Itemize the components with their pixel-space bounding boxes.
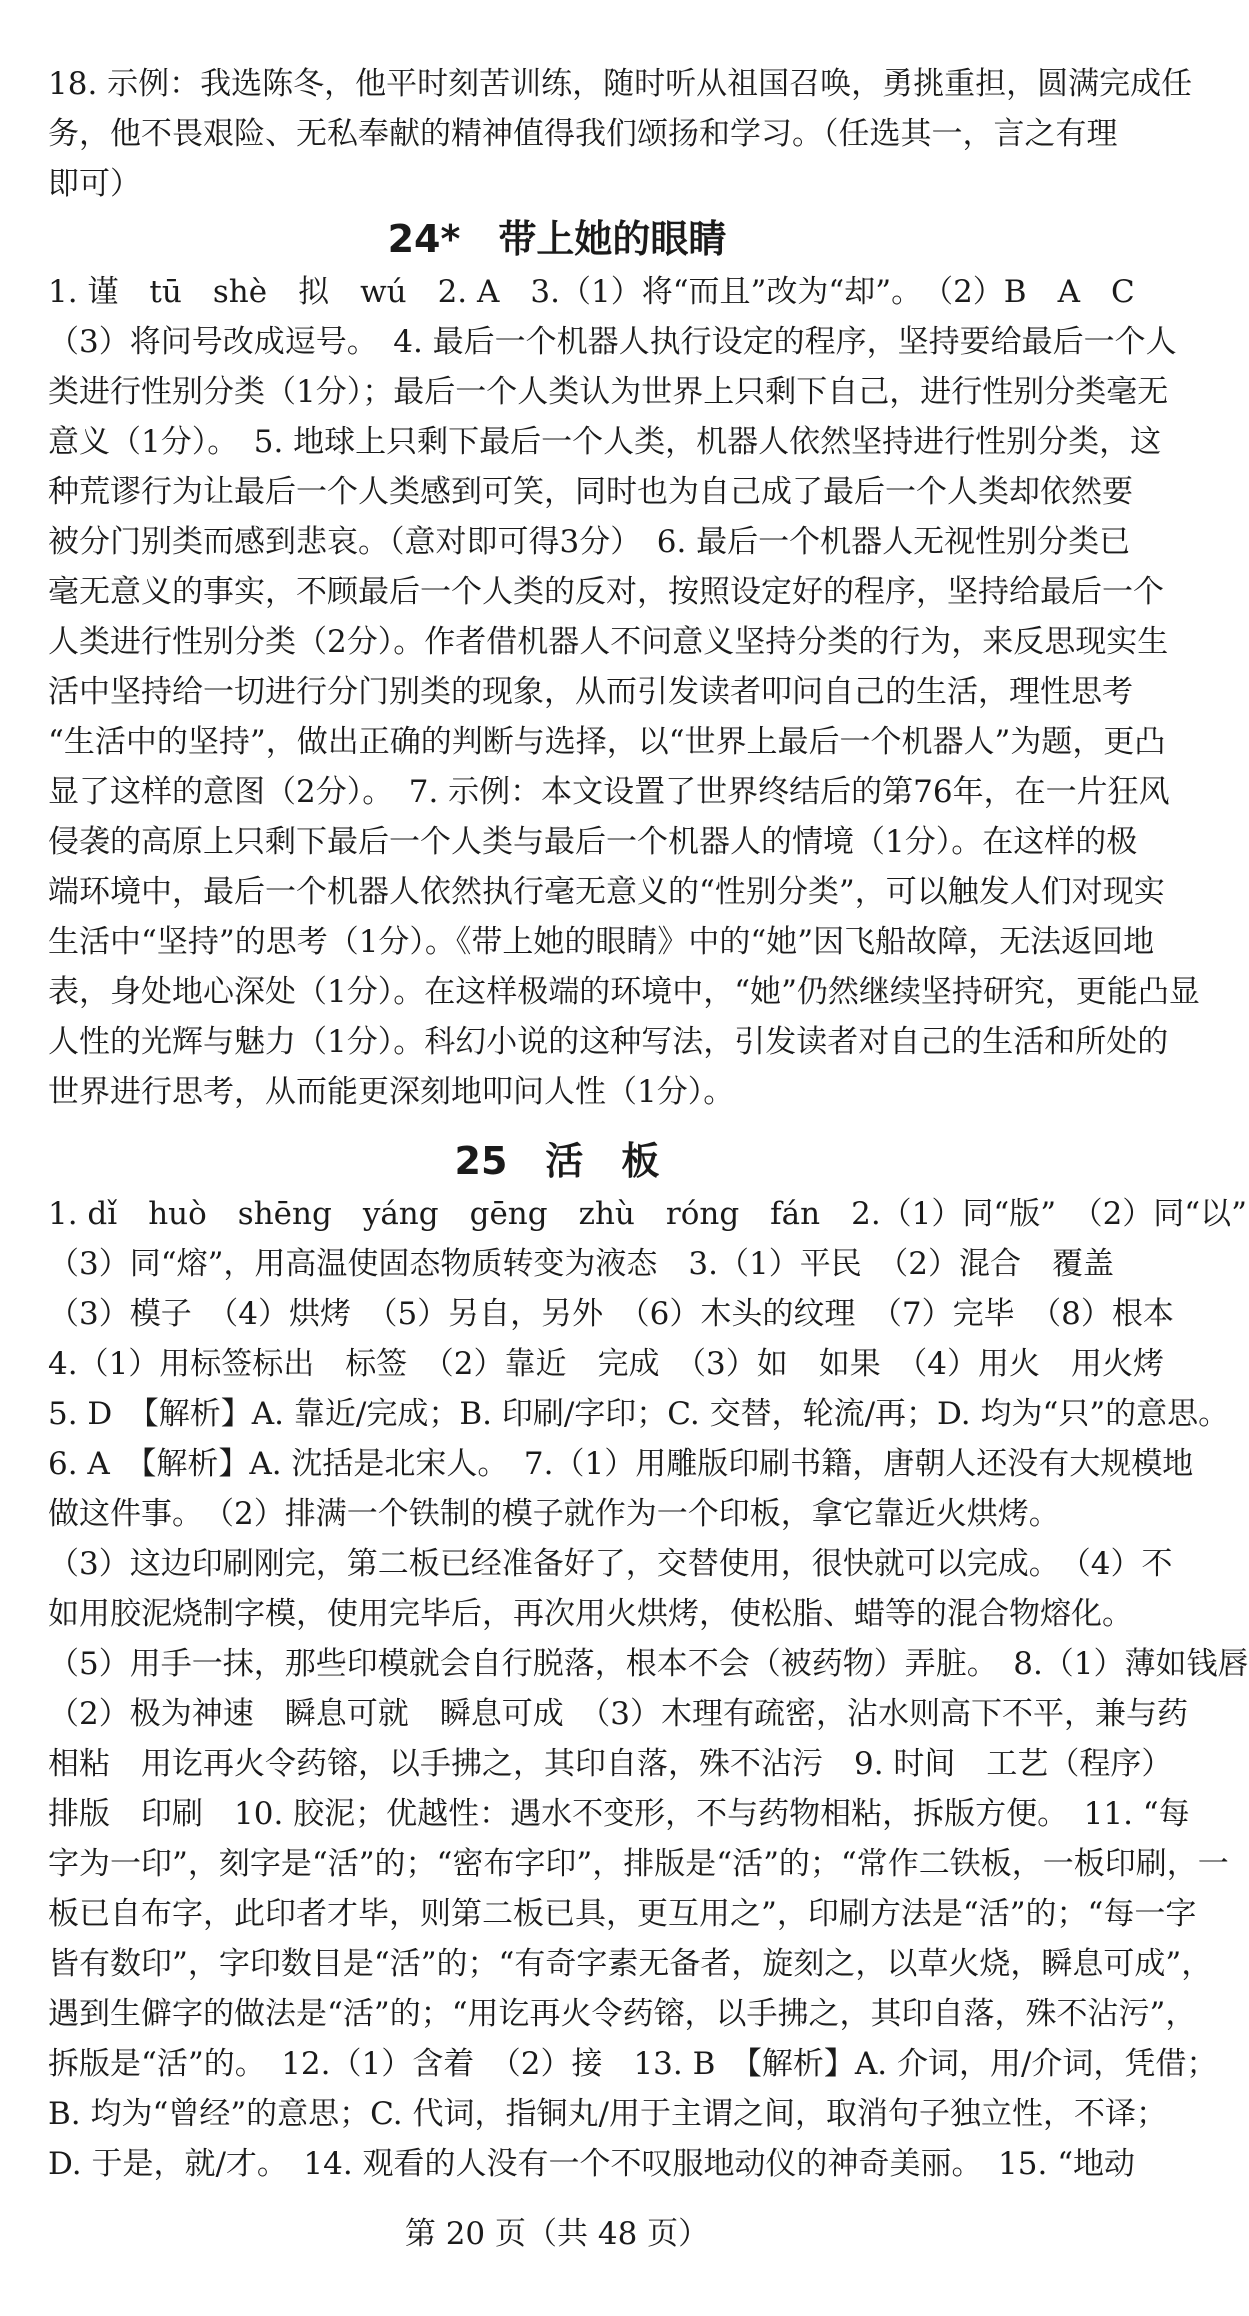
text-line: 遇到生僻字的做法是“活”的；“用讫再火令药镕，以手拂之，其印自落，殊不沾污”， [48, 1996, 1197, 2032]
text-line: 世界进行思考，从而能更深刻地叩问人性（1分）。 [48, 1074, 735, 1110]
section-title-25: 25 活 板 [454, 1139, 660, 1183]
text-line: 相粘 用讫再火令药镕，以手拂之，其印自落，殊不沾污 9. 时间 工艺（程序） [48, 1746, 1173, 1782]
text-line: 侵袭的高原上只剩下最后一个人类与最后一个机器人的情境（1分）。在这样的极 [48, 824, 1138, 860]
text-line: 端环境中，最后一个机器人依然执行毫无意义的“性别分类”，可以触发人们对现实 [48, 874, 1165, 910]
text-line: 如用胶泥烧制字模，使用完毕后，再次用火烘烤，使松脂、蜡等的混合物熔化。 [48, 1596, 1133, 1632]
text-line: 毫无意义的事实，不顾最后一个人类的反对，按照设定好的程序，坚持给最后一个 [48, 574, 1164, 610]
text-line: 排版 印刷 10. 胶泥；优越性：遇水不变形，不与药物相粘，拆版方便。 11. “每 [48, 1796, 1190, 1832]
text-line: 人性的光辉与魅力（1分）。科幻小说的这种写法，引发读者对自己的生活和所处的 [48, 1024, 1169, 1060]
text-line: 显了这样的意图（2分）。 7. 示例：本文设置了世界终结后的第76年，在一片狂风 [48, 774, 1170, 810]
text-line: 被分门别类而感到悲哀。（意对即可得3分） 6. 最后一个机器人无视性别分类已 [48, 524, 1131, 560]
text-line: 板已自布字，此印者才毕，则第二板已具，更互用之”，印刷方法是“活”的；“每一字 [48, 1896, 1197, 1932]
text-line: （3）将问号改成逗号。 4. 最后一个机器人执行设定的程序，坚持要给最后一个人 [48, 324, 1177, 360]
text-line: 表，身处地心深处（1分）。在这样极端的环境中，“她”仍然继续坚持研究，更能凸显 [48, 974, 1200, 1010]
page-number: 第 20 页（共 48 页） [404, 2216, 710, 2252]
text-line: 4.（1）用标签标出 标签 （2）靠近 完成 （3）如 如果 （4）用火 用火烤 [48, 1346, 1164, 1382]
text-line: D. 于是，就/才。 14. 观看的人没有一个不叹服地动仪的神奇美丽。 15. “地动 [48, 2146, 1136, 2182]
text-line: （3）模子 （4）烘烤 （5）另自，另外 （6）木头的纹理 （7）完毕 （8）根本 [48, 1296, 1174, 1332]
text-line: 字为一印”，刻字是“活”的；“密布字印”，排版是“活”的；“常作二铁板，一板印刷，一 [48, 1846, 1229, 1882]
text-line: 务，他不畏艰险、无私奉献的精神值得我们颂扬和学习。（任选其一，言之有理 [48, 116, 1118, 152]
text-line: 即可） [48, 166, 141, 202]
text-line: 人类进行性别分类（2分）。作者借机器人不问意义坚持分类的行为，来反思现实生 [48, 624, 1169, 660]
text-line: 拆版是“活”的。 12.（1）含着 （2）接 13. B 【解析】A. 介词，用/介词，凭借； [48, 2046, 1218, 2082]
text-line: 5. D 【解析】A. 靠近/完成；B. 印刷/字印；C. 交替，轮流/再；D. 均为“只”的意思。 [48, 1396, 1230, 1432]
text-line: 生活中“坚持”的思考（1分）。《带上她的眼睛》中的“她”因飞船故障，无法返回地 [48, 924, 1155, 960]
text-line: 做这件事。 （2）排满一个铁制的模子就作为一个印板，拿它靠近火烘烤。 [48, 1496, 1060, 1532]
text-line: “生活中的坚持”，做出正确的判断与选择，以“世界上最后一个机器人”为题，更凸 [48, 724, 1166, 760]
text-line: 1. 谨 tū shè 拟 wú 2. A 3.（1）将“而且”改为“却”。 （2）B A C [48, 274, 1135, 310]
text-line: 1. dǐ huò shēng yáng gēng zhù róng fán 2.（1）同“版” （2）同“以” [48, 1196, 1248, 1232]
text-line: （3）同“熔”，用高温使固态物质转变为液态 3.（1）平民 （2）混合 覆盖 [48, 1246, 1114, 1282]
text-line: 意义（1分）。 5. 地球上只剩下最后一个人类，机器人依然坚持进行性别分类，这 [48, 424, 1162, 460]
text-line: 6. A 【解析】A. 沈括是北宋人。 7.（1）用雕版印刷书籍，唐朝人还没有大规模地 [48, 1446, 1194, 1482]
text-line: B. 均为“曾经”的意思；C. 代词，指铜丸/用于主谓之间，取消句子独立性，不译； [48, 2096, 1167, 2132]
text-line: 18. 示例：我选陈冬，他平时刻苦训练，随时听从祖国召唤，勇挑重担，圆满完成任 [48, 66, 1193, 102]
text-line: 种荒谬行为让最后一个人类感到可笑，同时也为自己成了最后一个人类却依然要 [48, 474, 1133, 510]
text-line: （2）极为神速 瞬息可就 瞬息可成 （3）木理有疏密，沾水则高下不平，兼与药 [48, 1696, 1188, 1732]
text-line: （3）这边印刷刚完，第二板已经准备好了，交替使用，很快就可以完成。 （4）不 [48, 1546, 1173, 1582]
text-line: 活中坚持给一切进行分门别类的现象，从而引发读者叩问自己的生活，理性思考 [48, 674, 1133, 710]
section-title-24: 24* 带上她的眼睛 [387, 217, 727, 261]
text-line: 皆有数印”，字印数目是“活”的；“有奇字素无备者，旋刻之，以草火烧，瞬息可成”， [48, 1946, 1213, 1982]
text-line: （5）用手一抹，那些印模就会自行脱落，根本不会（被药物）弄脏。 8.（1）薄如钱唇 [48, 1646, 1249, 1682]
text-line: 类进行性别分类（1分）；最后一个人类认为世界上只剩下自己，进行性别分类毫无 [48, 374, 1169, 410]
